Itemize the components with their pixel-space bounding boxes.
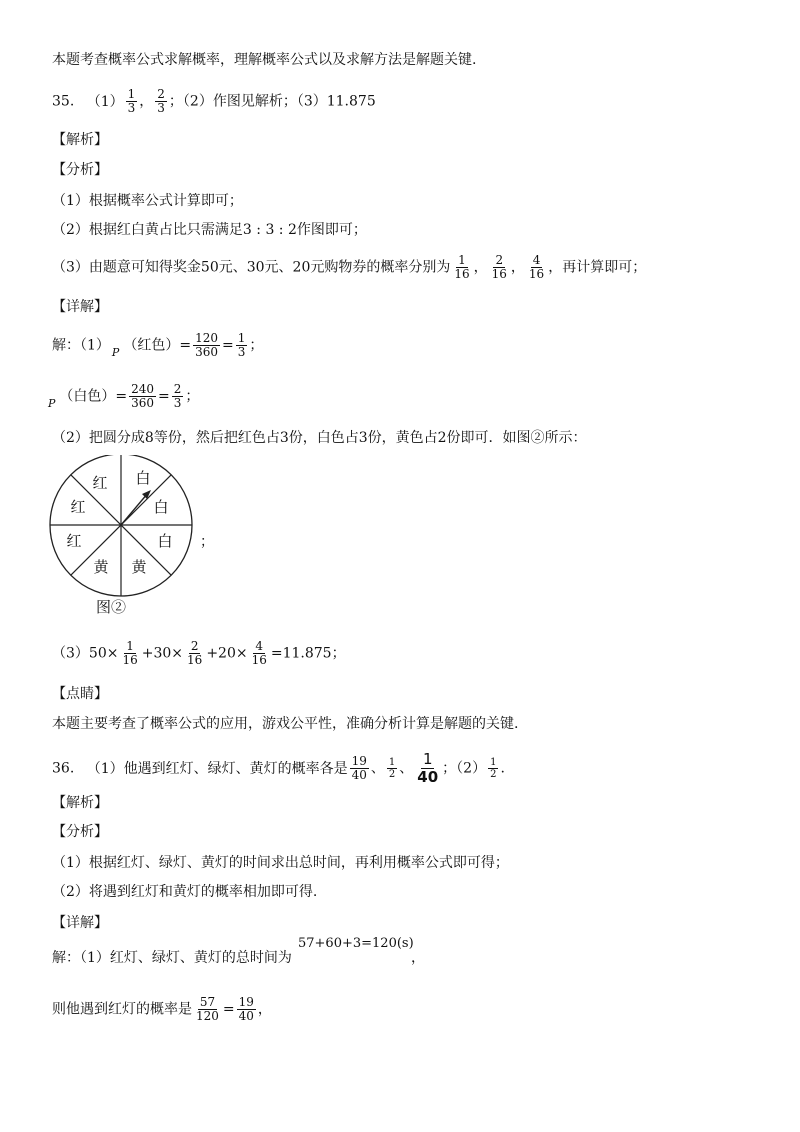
s35-analysis-1: （1）根据概率公式计算即可； xyxy=(52,193,243,209)
frac-numerator: 1 xyxy=(490,757,497,768)
frac-1-40 xyxy=(415,751,440,786)
sum-expression: 57+60+3=120(s) xyxy=(298,936,414,951)
s35-jiexi-heading: 【解析】 xyxy=(52,132,108,148)
frac-numerator: 1 xyxy=(422,750,433,768)
s36-detail-1: 解：（1）红灯、绿灯、黄灯的总时间为 xyxy=(52,950,292,966)
q35-rest: ；（2）作图见解析；（3）11.875 xyxy=(168,93,376,110)
equals: = xyxy=(115,388,128,405)
wheel-sector-label: 红 xyxy=(70,498,86,516)
frac-4-16 xyxy=(250,640,269,667)
frac-1-16 xyxy=(120,640,139,667)
semicolon: ； xyxy=(185,388,200,405)
q35-frac-1-3 xyxy=(126,88,138,115)
frac-numerator: 1 xyxy=(388,757,396,768)
equals: = xyxy=(179,337,192,354)
frac-denominator: 40 xyxy=(417,768,439,786)
s35-detail-4 xyxy=(52,640,346,667)
wheel-sector-label: 白 xyxy=(135,469,151,487)
equals: = xyxy=(221,337,234,354)
frac-denominator: 2 xyxy=(490,769,497,780)
s35-analysis-2 xyxy=(52,220,367,240)
frac-denominator: 3 xyxy=(237,345,246,359)
frac-1-3 xyxy=(236,332,248,359)
q36-number: 36. xyxy=(52,760,75,777)
s35-fenxi-heading: 【分析】 xyxy=(52,162,108,178)
s35-detail-3: （2）把圆分成8等份，然后把红色占3份，白色占3份，黄色占2份即可．如图②所示： xyxy=(52,430,587,446)
frac-19-40 xyxy=(237,996,256,1023)
frac-numerator: 2 xyxy=(173,382,182,396)
comma: ， xyxy=(411,950,425,966)
s36-analysis-1: （1）根据红灯、绿灯、黄灯的时间求出总时间，再利用概率公式即可得； xyxy=(52,855,509,871)
frac-denominator: 40 xyxy=(238,1009,254,1023)
q35-frac-2-3 xyxy=(155,88,167,115)
frac-4-16 xyxy=(527,254,546,281)
wheel-sector-label: 白 xyxy=(153,498,169,516)
result: =11.875 xyxy=(270,645,332,662)
wheel-sector-label: 白 xyxy=(157,532,173,550)
red-label: （红色） xyxy=(123,337,180,354)
analysis-2-text-b: 作图即可； xyxy=(296,222,367,238)
frac-denominator: 16 xyxy=(491,267,507,281)
period: . xyxy=(500,760,505,777)
term-30: +30× xyxy=(141,645,184,662)
frac-2-16 xyxy=(490,254,509,281)
s35-xiangjie-heading: 【详解】 xyxy=(52,299,108,315)
separator: ， xyxy=(510,259,525,276)
wheel-sector-label: 黄 xyxy=(93,558,109,576)
q35-part1-label: （1） xyxy=(86,93,124,110)
wheel-sector-label: 黄 xyxy=(131,558,147,576)
frac-numerator: 2 xyxy=(190,639,199,653)
q35-answer xyxy=(52,88,376,115)
frac-numerator: 240 xyxy=(131,382,155,396)
frac-numerator: 19 xyxy=(351,754,367,768)
semicolon: ； xyxy=(249,337,264,354)
frac-denominator: 16 xyxy=(528,267,545,281)
frac-denominator: 2 xyxy=(388,769,396,780)
comma: ， xyxy=(257,1001,272,1018)
frac-120-360 xyxy=(193,332,220,359)
frac-numerator: 19 xyxy=(238,995,254,1009)
q35-comma: ， xyxy=(139,93,154,110)
frac-numerator: 1 xyxy=(237,331,246,345)
separator: 、 xyxy=(370,760,385,777)
wheel-semicolon: ； xyxy=(200,534,214,550)
frac-numerator: 120 xyxy=(195,331,218,345)
frac-denominator: 360 xyxy=(131,396,155,410)
frac-1-2 xyxy=(488,757,498,780)
part3-label: （3） xyxy=(52,645,89,662)
wheel-sector-label: 红 xyxy=(66,532,82,550)
figure-caption: 图② xyxy=(96,598,127,616)
p-symbol: P xyxy=(111,345,120,359)
frac-numerator: 1 xyxy=(126,639,134,653)
frac-denominator: 3 xyxy=(127,101,136,115)
frac-denominator: 360 xyxy=(195,345,218,359)
analysis-3-text-a: （3）由题意可知得奖金50元、30元、20元购物券的概率分别为 xyxy=(52,259,451,276)
wheel-pointer xyxy=(121,493,148,525)
semicolon: ； xyxy=(331,645,346,662)
s36-jiexi-heading: 【解析】 xyxy=(52,795,108,811)
frac-19-40 xyxy=(350,755,369,782)
frac-denominator: 16 xyxy=(187,653,203,667)
p-symbol: P xyxy=(48,396,56,410)
term-50: 50× xyxy=(88,645,119,662)
frac-denominator: 40 xyxy=(351,768,367,782)
s36-fenxi-heading: 【分析】 xyxy=(52,824,108,840)
frac-2-3 xyxy=(172,383,184,410)
frac-numerator: 2 xyxy=(157,87,165,101)
q36-text-a: （1）他遇到红灯、绿灯、黄灯的概率各是 xyxy=(86,760,348,777)
equals: = xyxy=(222,1001,235,1018)
frac-numerator: 57 xyxy=(199,995,216,1009)
s35-detail-1 xyxy=(52,332,263,359)
separator: 、 xyxy=(399,760,414,777)
frac-denominator: 16 xyxy=(122,653,138,667)
frac-1-2 xyxy=(387,757,397,780)
frac-57-120 xyxy=(194,996,221,1023)
s35-dianjing-text: 本题主要考查了概率公式的应用，游戏公平性，准确分析计算是解题的关键. xyxy=(52,716,519,732)
frac-denominator: 3 xyxy=(157,101,165,115)
frac-240-360 xyxy=(129,383,156,410)
frac-numerator: 1 xyxy=(458,253,466,267)
ratio-332: 3 : 3 : 2 xyxy=(242,222,297,238)
wheel-sector-label: 红 xyxy=(92,474,108,492)
intro-text: 本题考查概率公式求解概率，理解概率公式以及求解方法是解题关键. xyxy=(52,52,477,68)
detail-2-text: 则他遇到红灯的概率是 xyxy=(52,1001,192,1018)
term-20: +20× xyxy=(206,645,248,662)
s36-detail-2 xyxy=(52,996,272,1023)
frac-numerator: 1 xyxy=(127,87,136,101)
analysis-3-text-b: ，再计算即可； xyxy=(548,259,647,276)
analysis-2-text-a: （2）根据红白黄占比只需满足 xyxy=(52,222,243,238)
detail-1-prefix: 解：（1） xyxy=(52,337,110,354)
s36-xiangjie-heading: 【详解】 xyxy=(52,915,108,931)
frac-2-16 xyxy=(185,640,204,667)
q36-mid: ；（2） xyxy=(442,760,487,777)
white-label: （白色） xyxy=(59,388,116,405)
s36-analysis-2: （2）将遇到红灯和黄灯的概率相加即可得. xyxy=(52,884,318,900)
frac-denominator: 16 xyxy=(454,267,470,281)
frac-1-16 xyxy=(452,254,471,281)
equals: = xyxy=(158,388,170,405)
frac-denominator: 16 xyxy=(251,653,267,667)
q36-answer xyxy=(52,751,505,786)
q35-number: 35. xyxy=(52,93,75,110)
frac-numerator: 4 xyxy=(532,253,541,267)
frac-numerator: 2 xyxy=(495,253,504,267)
s35-detail-2 xyxy=(46,383,199,410)
spinner-wheel xyxy=(45,455,201,597)
separator: ， xyxy=(473,259,488,276)
frac-denominator: 3 xyxy=(173,396,182,410)
s35-dianjing-heading: 【点睛】 xyxy=(52,686,108,702)
frac-denominator: 120 xyxy=(196,1009,219,1023)
frac-numerator: 4 xyxy=(255,639,264,653)
s35-analysis-3 xyxy=(52,254,646,281)
